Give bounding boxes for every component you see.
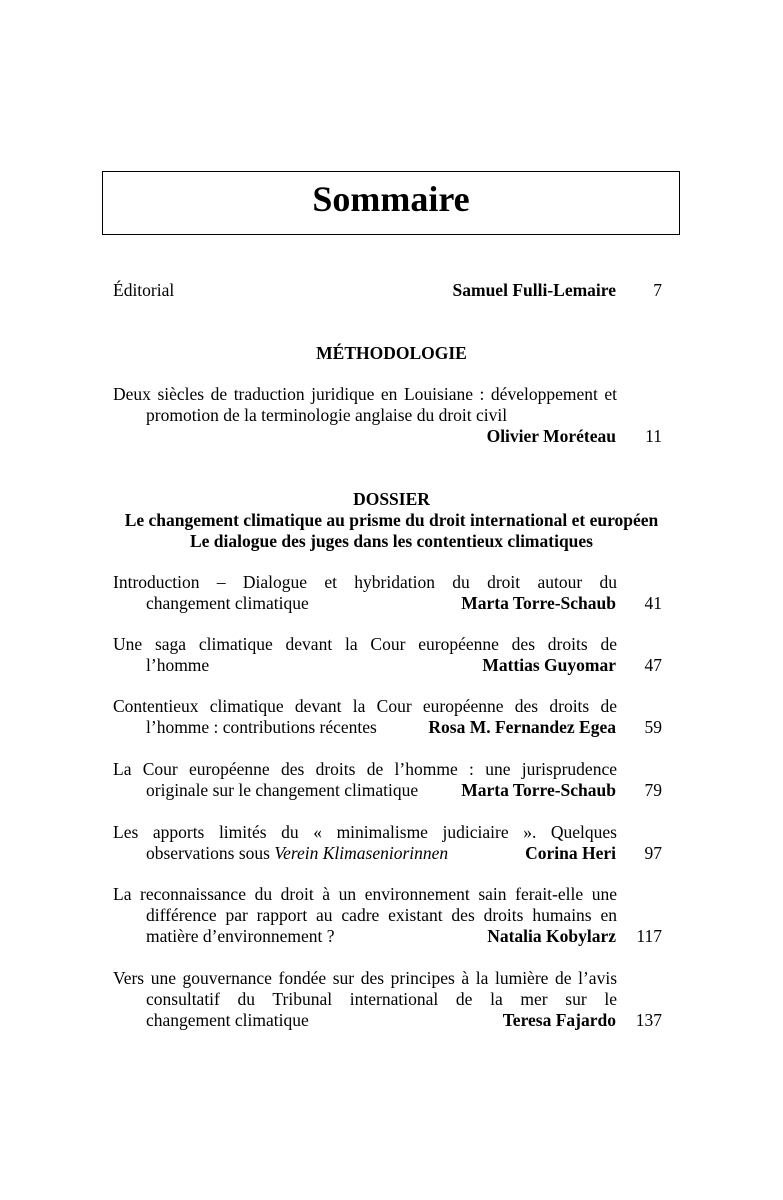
entry-author: Teresa Fajardo <box>502 1010 616 1030</box>
entry-author: Natalia Kobylarz <box>487 926 616 946</box>
entry-page-number: 97 <box>644 843 662 863</box>
entry-author: Olivier Moréteau <box>486 426 616 446</box>
entry-title-line1: La reconnaissance du droit à un environnement sain ferait-elle une <box>113 884 617 904</box>
toc-entry[interactable] <box>113 572 617 593</box>
entry-page-number: 41 <box>644 593 662 613</box>
entry-author: Mattias Guyomar <box>482 655 616 675</box>
entry-author: Corina Heri <box>525 843 616 863</box>
section-heading-dossier: DOSSIER <box>353 489 430 509</box>
entry-title-line3: matière d’environnement ? <box>146 926 335 946</box>
toc-entry[interactable] <box>113 822 617 843</box>
entry-page-number: 137 <box>635 1010 662 1030</box>
entry-title-line1: Les apports limités du « minimalisme judiciaire ». Quelques <box>113 822 617 842</box>
toc-entry[interactable] <box>113 884 617 926</box>
entry-title-line2: changement climatique <box>146 593 309 613</box>
entry-title-line1: Une saga climatique devant la Cour européenne des droits de <box>113 634 617 654</box>
entry-page-number: 11 <box>645 426 662 446</box>
title-box <box>102 171 680 235</box>
entry-title-italic: Verein Klimaseniorinnen <box>274 843 449 863</box>
entry-author: Marta Torre-Schaub <box>461 780 616 800</box>
toc-entry-methodologie[interactable] <box>113 384 617 426</box>
entry-title-line1: Introduction – Dialogue et hybridation du droit autour du <box>113 572 617 592</box>
toc-entry[interactable] <box>113 696 617 717</box>
entry-title-line2: originale sur le changement climatique <box>146 780 419 800</box>
toc-entry[interactable] <box>113 634 617 655</box>
entry-author: Rosa M. Fernandez Egea <box>428 717 616 737</box>
entry-title-line2: différence par rapport au cadre existant des droits humains en <box>146 905 617 925</box>
page-title: Sommaire <box>312 179 470 219</box>
entry-author: Samuel Fulli-Lemaire <box>452 280 616 300</box>
entry-title-line3: changement climatique <box>146 1010 309 1030</box>
toc-entry[interactable] <box>113 968 617 1010</box>
entry-title-line2-text: observations sous <box>146 843 270 863</box>
entry-page-number: 79 <box>644 780 662 800</box>
entry-page-number: 59 <box>644 717 662 737</box>
dossier-subtitle-1: Le changement climatique au prisme du droit international et européen <box>124 510 659 530</box>
entry-title: Éditorial <box>113 280 175 300</box>
toc-entry[interactable] <box>113 759 617 780</box>
entry-title-line1: La Cour européenne des droits de l’homme : une jurisprudence <box>113 759 617 779</box>
entry-author: Marta Torre-Schaub <box>461 593 616 613</box>
entry-title-line2 <box>146 843 448 864</box>
entry-title-line2: promotion de la terminologie anglaise du droit civil <box>146 405 508 425</box>
entry-title-line1: Deux siècles de traduction juridique en Louisiane : développement et <box>113 384 617 404</box>
entry-title-line1: Vers une gouvernance fondée sur des principes à la lumière de l’avis <box>113 968 617 988</box>
entry-page-number: 47 <box>644 655 662 675</box>
entry-title-line2: l’homme : contributions récentes <box>146 717 377 737</box>
section-heading-methodologie: MÉTHODOLOGIE <box>316 343 467 363</box>
entry-title-line1: Contentieux climatique devant la Cour européenne des droits de <box>113 696 617 716</box>
dossier-subtitle-2: Le dialogue des juges dans les contentieux climatiques <box>189 531 593 551</box>
entry-page-number: 7 <box>653 280 662 300</box>
entry-title-line2: l’homme <box>146 655 210 675</box>
entry-page-number: 117 <box>636 926 662 946</box>
entry-title-line2: consultatif du Tribunal international de la mer sur le <box>146 989 617 1009</box>
